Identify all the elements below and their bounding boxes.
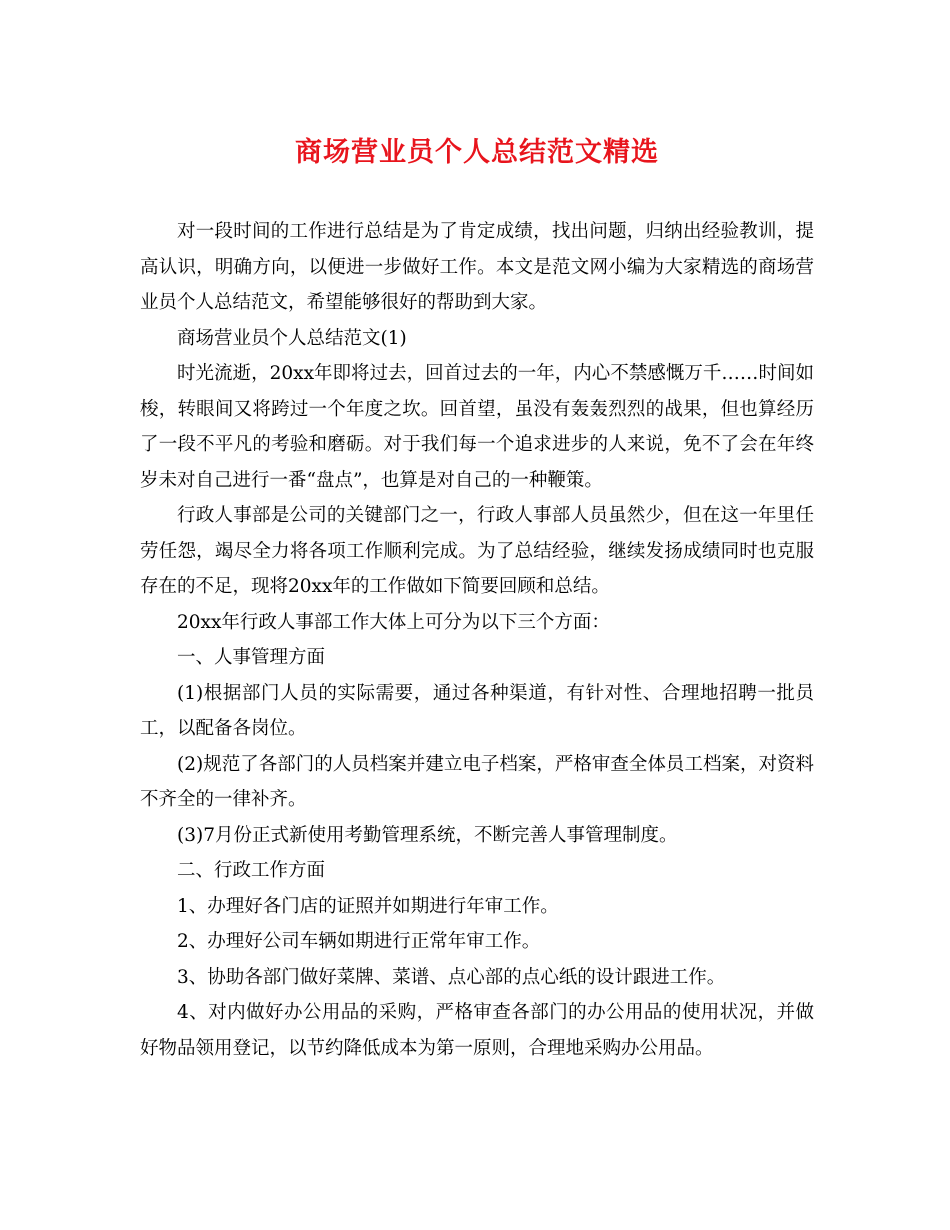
paragraph-department-overview: 行政人事部是公司的关键部门之一，行政人事部人员虽然少，但在这一年里任劳任怨，竭尽全力将各项工作顺利完成。为了总结经验，继续发扬成绩同时也克服存在的不足，现将20xx年的工作做如下简要回顾和总结。 — [140, 505, 814, 597]
paragraph-admin-item-4: 4、对内做好办公用品的采购，严格审查各部门的办公用品的使用状况，并做好物品领用登记，以节约降低成本为第一原则，合理地采购办公用品。 — [140, 1002, 814, 1059]
paragraph-hr-item-1: (1)根据部门人员的实际需要，通过各种渠道，有针对性、合理地招聘一批员工，以配备各岗位。 — [140, 682, 814, 739]
paragraph-admin-item-2: 2、办理好公司车辆如期进行正常年审工作。 — [177, 931, 541, 952]
paragraph-section-heading: 商场营业员个人总结范文(1) — [177, 327, 407, 349]
document-title: 商场营业员个人总结范文精选 — [295, 137, 659, 168]
paragraph-heading-admin: 二、行政工作方面 — [177, 860, 326, 881]
paragraph-three-aspects: 20xx年行政人事部工作大体上可分为以下三个方面： — [177, 611, 610, 633]
paragraph-heading-hr: 一、人事管理方面 — [177, 647, 326, 668]
paragraph-admin-item-3: 3、协助各部门做好菜牌、菜谱、点心部的点心纸的设计跟进工作。 — [177, 966, 726, 988]
paragraph-admin-item-1: 1、办理好各门店的证照并如期进行年审工作。 — [177, 895, 559, 917]
paragraph-hr-item-3: (3)7月份正式新使用考勤管理系统，不断完善人事管理制度。 — [177, 824, 678, 846]
paragraph-time-passing: 时光流逝，20xx年即将过去，回首过去的一年，内心不禁感慨万千……时间如梭，转眼间又将跨过一个年度之坎。回首望，虽没有轰轰烈烈的战果，但也算经历了一段不平凡的考验和磨砺。对于我们每一个追求进步的人来说，免不了会在年终岁未对自己进行一番“盘点”，也算是对自己的一种鞭策。 — [140, 363, 814, 491]
paragraph-intro: 对一段时间的工作进行总结是为了肯定成绩，找出问题，归纳出经验教训，提高认识，明确方向，以便进一步做好工作。本文是范文网小编为大家精选的商场营业员个人总结范文，希望能够很好的帮助到大家。 — [140, 221, 814, 313]
paragraph-hr-item-2: (2)规范了各部门的人员档案并建立电子档案，严格审查全体员工档案，对资料不齐全的一律补齐。 — [140, 753, 814, 810]
